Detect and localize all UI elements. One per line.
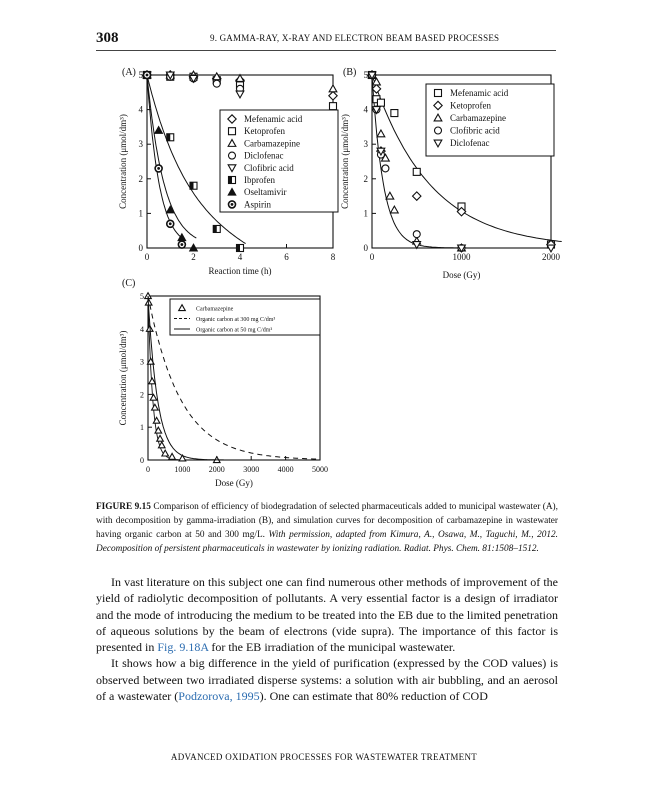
caption-source: With permission, adapted from Kimura, A., Osawa, M., Taguchi, M., 2012. Decomposition of persistent pharmaceuticals in wastewater by ionizing radiation. Radiat. Phys. Chem. 81:1508–1512. bbox=[96, 530, 558, 554]
panel-c-xtick-label: 5000 bbox=[312, 465, 328, 474]
panel-a-xtick-label: 4 bbox=[237, 252, 243, 262]
panel-a-xtick-label: 6 bbox=[284, 252, 289, 262]
paragraph-1-text-a: In vast literature on this subject one can find numerous other methods of improvement of the yield of radiolytic decomposition of pollutants. A very essential factor is a design of irradiator and the mode of introducing the medium to be treated into the EB due to the limited penetration of aqueous solutions by the beam of electrons (vide supra). The importance of this factor is presented in bbox=[96, 575, 558, 655]
panel-b-ytick-label: 5 bbox=[363, 70, 368, 80]
page-number: 308 bbox=[96, 30, 119, 46]
panel-a-ytick-label: 0 bbox=[138, 243, 143, 253]
panel-b-point-mefenamic-acid bbox=[377, 99, 384, 106]
panel-a-legend-label: Carbamazepine bbox=[244, 138, 300, 149]
panel-a-xtick-label: 2 bbox=[191, 252, 196, 262]
panel-c-xlabel: Dose (Gy) bbox=[215, 478, 253, 488]
panel-b-legend-label: Ketoprofen bbox=[450, 100, 491, 111]
panel-a-legend-label: Ketoprofen bbox=[244, 126, 285, 137]
panel-b-legend-label: Diclofenac bbox=[450, 138, 490, 148]
panel-c-ytick-label: 4 bbox=[140, 324, 144, 334]
running-title: 9. GAMMA-RAY, X-RAY AND ELECTRON BEAM BASED PROCESSES bbox=[210, 33, 500, 43]
panel-c-point-carbamazepine bbox=[152, 404, 159, 410]
panel-a-ylabel: Concentration (μmol/dm³) bbox=[118, 114, 128, 209]
panel-a-point-mefenamic-acid bbox=[329, 92, 337, 100]
panel-b-point-mefenamic-acid bbox=[391, 110, 398, 117]
panel-a-xlabel: Reaction time (h) bbox=[208, 266, 272, 276]
citation-link[interactable]: Podzorova, 1995 bbox=[178, 689, 260, 704]
page-footer: ADVANCED OXIDATION PROCESSES FOR WASTEWATER TREATMENT bbox=[170, 752, 478, 762]
caption-text: Comparison of efficiency of biodegradation of selected pharmaceuticals added to municipal wastewater (A), with decomposition by gamma-irradiation (B), and simulation curves for decomposition of carbamazepine in wastewater having organic carbon at 50 and 300 mg/L. bbox=[96, 502, 558, 540]
panel-b-ytick-label: 4 bbox=[363, 104, 368, 115]
panel-c-point-carbamazepine bbox=[169, 453, 176, 459]
panel-a-curve-aspirin bbox=[147, 75, 184, 240]
panel-c-ytick-label: 3 bbox=[140, 357, 144, 367]
panel-b-xtick-label: 0 bbox=[369, 252, 375, 262]
panel-b-ytick-label: 0 bbox=[363, 243, 368, 253]
caption-label: FIGURE 9.15 bbox=[96, 502, 151, 512]
panel-a-legend-marker-fill bbox=[229, 177, 233, 184]
panel-a-legend-marker bbox=[229, 201, 236, 208]
panel-c-ytick-label: 5 bbox=[140, 292, 144, 301]
panel-c-point-carbamazepine bbox=[150, 394, 157, 400]
panel-a-point-clofibric-acid bbox=[236, 91, 244, 98]
panel-a-legend-label: Ibprofen bbox=[244, 175, 275, 185]
panel-a-point-aspirin-dot bbox=[180, 243, 183, 246]
panel-a-point-aspirin bbox=[144, 72, 151, 79]
panel-b-ytick-label: 2 bbox=[363, 173, 368, 184]
panel-a-point-ibprofen bbox=[237, 245, 244, 252]
paragraph-2-text-a: It shows how a big difference in the yield of purification (expressed by the COD values) is observed between two irradiated disperse systems: a solution with air bubbling, and an aerosol of a wastewater ( bbox=[96, 656, 558, 704]
panel-b-ytick-label: 1 bbox=[363, 208, 368, 219]
panel-b-legend-marker bbox=[435, 90, 442, 97]
panel-c-ylabel: Concentration (μmol/dm³) bbox=[118, 330, 128, 426]
panel-a-point-aspirin-dot bbox=[169, 222, 172, 225]
panel-c-ytick-label: 0 bbox=[140, 456, 144, 465]
panel-b-point-carbamazepine bbox=[386, 192, 394, 199]
paragraph-2-text-b: ). One can estimate that 80% reduction of COD bbox=[259, 689, 488, 704]
panel-c-ytick-label: 1 bbox=[140, 423, 144, 433]
panel-b-point-clofibric-acid bbox=[413, 231, 420, 238]
panel-a-legend-marker bbox=[229, 128, 236, 135]
panel-a-point-diclofenac bbox=[213, 80, 220, 87]
panel-a-point-ibprofen-fill bbox=[237, 245, 241, 252]
panel-a-point-aspirin bbox=[155, 165, 162, 172]
panel-b-ylabel: Concentration (μmol/dm³) bbox=[340, 114, 350, 209]
panel-a-legend-marker bbox=[229, 177, 236, 184]
panel-a-ytick-label: 3 bbox=[138, 139, 143, 150]
panel-a-legend-marker bbox=[229, 152, 236, 159]
panel-c-xtick-label: 3000 bbox=[243, 465, 260, 474]
panel-c-xtick-label: 4000 bbox=[277, 465, 294, 474]
panel-a-ytick-label: 2 bbox=[138, 173, 143, 184]
panel-a-ytick-label: 1 bbox=[138, 208, 143, 219]
panel-b-ytick-label: 3 bbox=[363, 139, 368, 150]
panel-c-legend-label: Carbamazepine bbox=[196, 306, 234, 313]
panel-a-legend-label: Clofibric acid bbox=[244, 162, 294, 173]
panel-b-point-clofibric-acid bbox=[382, 165, 389, 172]
paragraph-2 bbox=[96, 655, 558, 704]
panel-a-point-ibprofen-fill bbox=[167, 134, 171, 141]
panel-c-ytick-label: 2 bbox=[140, 390, 144, 400]
paragraph-1 bbox=[96, 574, 558, 655]
panel-a-point-oseltamivir bbox=[178, 234, 186, 241]
body-text bbox=[96, 574, 558, 704]
panel-c-xtick-label: 1000 bbox=[174, 465, 191, 474]
panel-b-xtick-label: 2000 bbox=[542, 252, 560, 262]
panel-b-legend-label: Mefenamic acid bbox=[450, 88, 509, 98]
panel-b-legend-marker bbox=[435, 127, 442, 134]
panel-a-point-ibprofen-fill bbox=[213, 225, 217, 232]
panel-a-xtick-label: 8 bbox=[330, 252, 336, 262]
panel-c-xtick-label: 2000 bbox=[208, 465, 225, 474]
panel-a-point-ibprofen bbox=[190, 182, 197, 189]
panel-b-label: (B) bbox=[343, 67, 357, 78]
panel-a-label: (A) bbox=[122, 67, 136, 78]
panel-b-xlabel: Dose (Gy) bbox=[442, 270, 481, 280]
panel-c-legend-label: Organic carbon at 50 mg C/dm³ bbox=[196, 327, 273, 334]
panel-c-label: (C) bbox=[122, 278, 136, 289]
panel-b-point-carbamazepine bbox=[391, 206, 399, 213]
panel-b-legend-label: Carbamazepine bbox=[450, 113, 506, 123]
panel-c-xtick-label: 0 bbox=[146, 465, 150, 474]
panel-a-point-carbamazepine bbox=[329, 85, 337, 92]
panel-a-point-aspirin bbox=[167, 220, 174, 227]
panel-a-point-oseltamivir bbox=[155, 127, 163, 134]
panel-a-xtick-label: 0 bbox=[144, 252, 150, 262]
panel-a-point-ketoprofen bbox=[330, 103, 337, 110]
panel-b-legend-label: Clofibric acid bbox=[450, 125, 500, 136]
panel-a-legend-label: Mefenamic acid bbox=[244, 114, 303, 124]
paragraph-1-text-b: for the EB irradiation of the municipal wastewater. bbox=[208, 640, 456, 655]
panel-a-point-ibprofen-fill bbox=[190, 182, 194, 189]
panel-a-ytick-label: 5 bbox=[138, 70, 143, 80]
figure-caption bbox=[96, 500, 558, 556]
panel-b-point-ketoprofen bbox=[413, 192, 421, 200]
panel-b-xtick-label: 1000 bbox=[452, 252, 471, 262]
panel-a-legend-marker-dot bbox=[231, 203, 234, 206]
panel-a-point-ibprofen bbox=[167, 134, 174, 141]
panel-a-point-aspirin-dot bbox=[157, 167, 160, 170]
panel-c-legend-label: Organic carbon at 300 mg C/dm³ bbox=[196, 317, 276, 323]
panel-a-legend-label: Diclofenac bbox=[244, 150, 284, 161]
panel-a-point-ibprofen bbox=[213, 225, 220, 232]
panel-a-point-aspirin bbox=[178, 241, 185, 248]
panel-a-legend-label: Aspirin bbox=[244, 199, 271, 210]
panel-b-point-mefenamic-acid bbox=[413, 168, 420, 175]
panel-b-point-carbamazepine bbox=[377, 130, 385, 137]
panel-a-ytick-label: 4 bbox=[138, 104, 143, 115]
panel-a-point-aspirin-dot bbox=[146, 74, 149, 77]
panel-a-legend-label: Oseltamivir bbox=[244, 187, 287, 198]
figure-link[interactable]: Fig. 9.18A bbox=[157, 640, 209, 655]
